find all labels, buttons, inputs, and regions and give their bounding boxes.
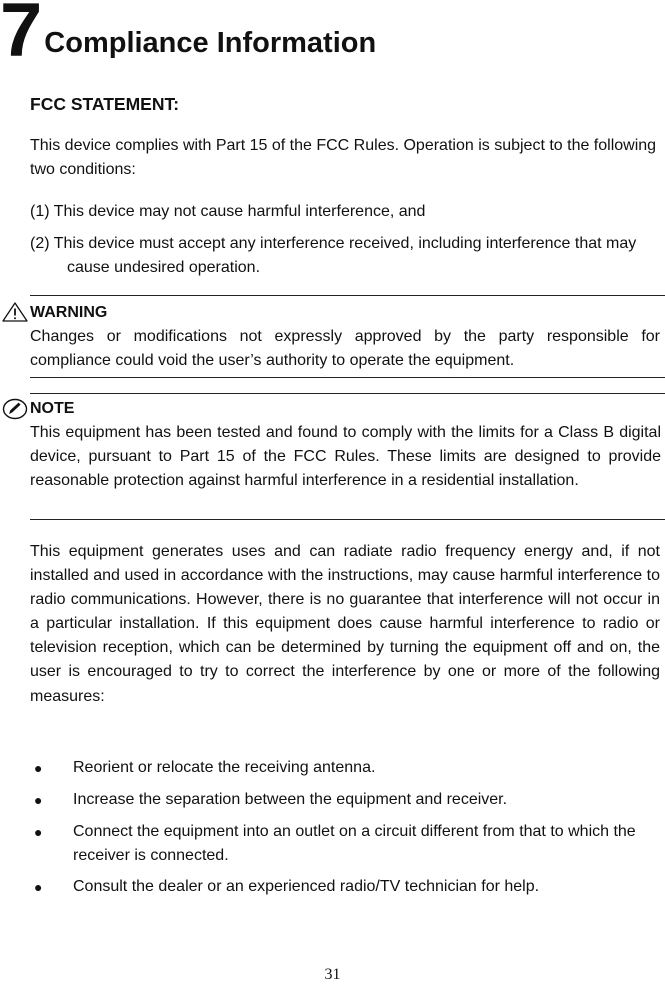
chapter-title: Compliance Information bbox=[44, 27, 377, 59]
bullet-icon: ● bbox=[34, 792, 43, 808]
chapter-number: 7 bbox=[0, 0, 41, 73]
warning-text: Changes or modifications not expressly approved by the party responsible for compliance could void the user’s authority to operate the equipment. bbox=[30, 328, 660, 369]
note-top-rule bbox=[30, 393, 665, 394]
bullet-icon: ● bbox=[34, 824, 43, 840]
note-text: This equipment has been tested and found to comply with the limits for a Class B digital device, pursuant to Part 15 of the FCC Rules. These limits are designed to provide reasonable protection against harmful interference in a residential installation. bbox=[30, 424, 661, 489]
note-title: NOTE bbox=[30, 400, 75, 417]
warning-top-rule bbox=[30, 295, 665, 296]
interference-paragraph: This equipment generates uses and can radiate radio frequency energy and, if not installed and used in accordance with the instructions, may cause harmful interference to radio communications. However, there is no guarantee that interference will not occur in a particular installation. If this equipment does cause harmful interference to radio or television reception, which can be determined by turning the equipment off and on, the user is encouraged to try to correct the interference by one or more of the following measures: bbox=[30, 543, 660, 705]
measure-item: Increase the separation between the equipment and receiver. bbox=[73, 791, 508, 808]
chapter-heading bbox=[0, 0, 377, 73]
measure-item: Connect the equipment into an outlet on a circuit different from that to which the receiver is connected. bbox=[73, 823, 636, 864]
measure-item: Consult the dealer or an experienced radio/TV technician for help. bbox=[73, 878, 540, 895]
note-pencil-icon bbox=[2, 398, 28, 425]
bullet-icon: ● bbox=[34, 760, 43, 776]
fcc-statement-heading: FCC STATEMENT: bbox=[30, 94, 180, 114]
bullet-icon: ● bbox=[34, 879, 43, 895]
condition-2: (2) This device must accept any interference received, including interference that may cause undesired operation. bbox=[30, 235, 637, 276]
note-bottom-rule bbox=[30, 519, 665, 520]
warning-title: WARNING bbox=[30, 304, 108, 321]
page-number: 31 bbox=[324, 966, 341, 983]
condition-1: (1) This device may not cause harmful interference, and bbox=[30, 203, 426, 220]
warning-triangle-icon bbox=[2, 302, 28, 327]
warning-bottom-rule bbox=[30, 377, 665, 378]
intro-paragraph: This device complies with Part 15 of the FCC Rules. Operation is subject to the following two conditions: bbox=[30, 137, 657, 178]
measure-item: Reorient or relocate the receiving antenna. bbox=[73, 759, 376, 776]
